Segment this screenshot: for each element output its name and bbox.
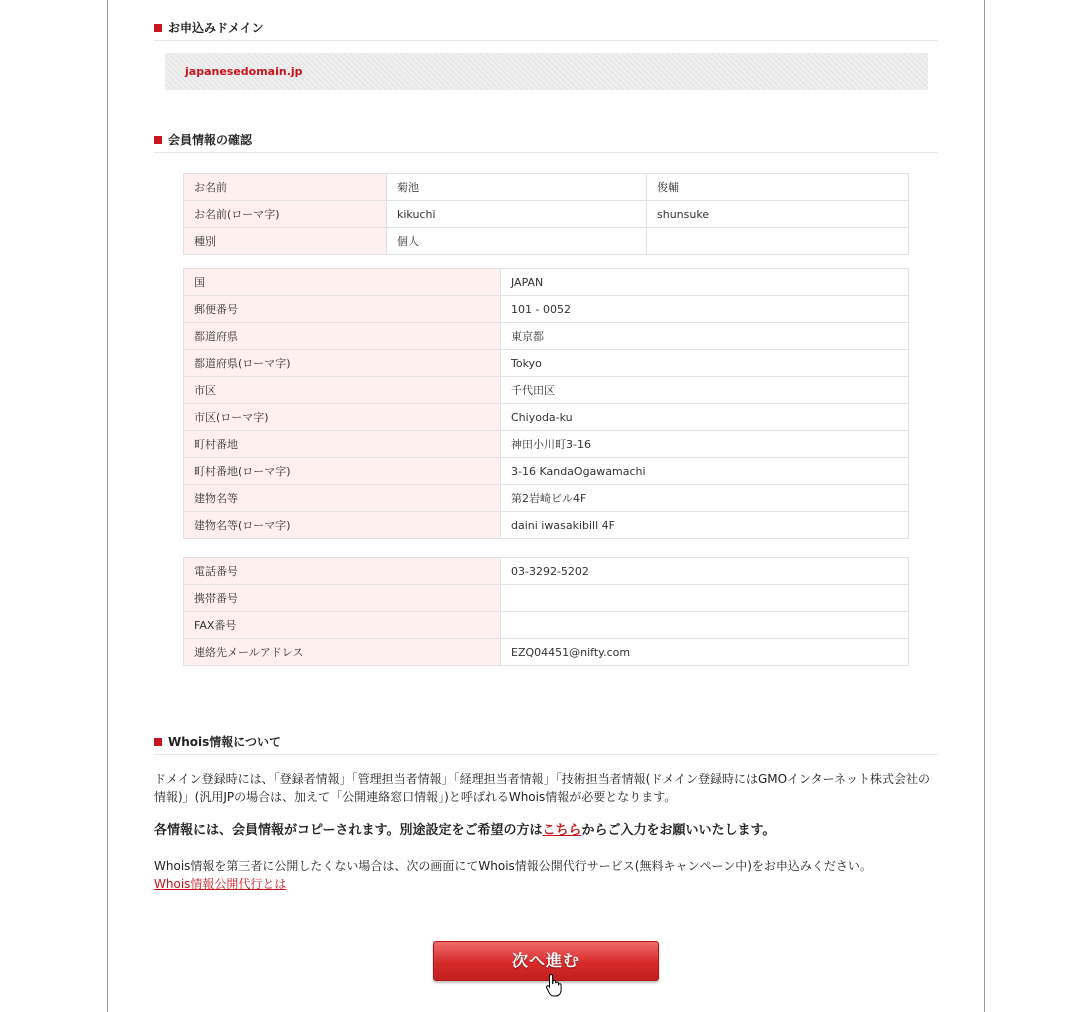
table-row [184, 404, 909, 431]
table-row [184, 323, 909, 350]
table-row [184, 512, 909, 539]
row-value [501, 612, 909, 639]
table-row [184, 228, 909, 255]
domain-box [165, 53, 928, 90]
row-label: 都道府県 [184, 323, 501, 350]
row-value: JAPAN [501, 269, 909, 296]
row-label: お名前 [184, 174, 387, 201]
row-value: kikuchi [387, 201, 647, 228]
row-label: 都道府県(ローマ字) [184, 350, 501, 377]
red-square-icon [154, 136, 162, 144]
row-label: 市区(ローマ字) [184, 404, 501, 431]
row-value [647, 228, 909, 255]
row-value: 個人 [387, 228, 647, 255]
row-value: 神田小川町3-16 [501, 431, 909, 458]
table-row [184, 639, 909, 666]
next-button[interactable]: 次へ進む [433, 941, 659, 981]
row-value: daini iwasakibill 4F [501, 512, 909, 539]
row-label: 町村番地(ローマ字) [184, 458, 501, 485]
row-value: Chiyoda-ku [501, 404, 909, 431]
table-row [184, 269, 909, 296]
row-label: 建物名等 [184, 485, 501, 512]
domain-section-title: お申込みドメイン [154, 19, 938, 41]
table-row [184, 296, 909, 323]
member-section-title: 会員情報の確認 [154, 131, 938, 153]
contact-table [183, 557, 909, 666]
row-value: 03-3292-5202 [501, 558, 909, 585]
row-value: Tokyo [501, 350, 909, 377]
row-label: 種別 [184, 228, 387, 255]
red-square-icon [154, 24, 162, 32]
red-square-icon [154, 738, 162, 746]
row-label: 郵便番号 [184, 296, 501, 323]
row-value: 3-16 KandaOgawamachi [501, 458, 909, 485]
hand-cursor-icon [545, 973, 563, 997]
row-value: 101 - 0052 [501, 296, 909, 323]
table-row [184, 458, 909, 485]
name-table [183, 173, 909, 255]
table-row [184, 558, 909, 585]
row-value: 東京都 [501, 323, 909, 350]
row-value: shunsuke [647, 201, 909, 228]
table-row [184, 485, 909, 512]
kochira-link[interactable]: こちら [542, 823, 582, 838]
row-label: FAX番号 [184, 612, 501, 639]
whois-copy-notice: 各情報には、会員情報がコピーされます。別途設定をご希望の方はこちらからご入力をお願いいたします。 [154, 823, 776, 838]
table-row [184, 201, 909, 228]
row-label: 携帯番号 [184, 585, 501, 612]
domain-name: japanesedomain.jp [185, 65, 303, 78]
table-row [184, 612, 909, 639]
whois-section-title: Whois情報について [154, 733, 938, 755]
row-label: 町村番地 [184, 431, 501, 458]
table-row [184, 350, 909, 377]
row-value: 俊輔 [647, 174, 909, 201]
whois-description: ドメイン登録時には、「登録者情報」「管理担当者情報」「経理担当者情報」「技術担当者情報(ドメイン登録時にはGMOインターネット株式会社の 情報)」(汎用JPの場合は、加えて「公開連絡窓口情報」)と呼ばれるWhois情報が必要となります。 [154, 772, 930, 804]
whois-privacy-notice: Whois情報を第三者に公開したくない場合は、次の画面にてWhois情報公開代行サービス(無料キャンペーン中)をお申込みください。 [154, 859, 872, 873]
table-row [184, 585, 909, 612]
row-label: 連絡先メールアドレス [184, 639, 501, 666]
row-value: EZQ04451@nifty.com [501, 639, 909, 666]
table-row [184, 174, 909, 201]
row-value: 菊池 [387, 174, 647, 201]
row-label: 建物名等(ローマ字) [184, 512, 501, 539]
row-value [501, 585, 909, 612]
whois-proxy-link[interactable]: Whois情報公開代行とは [154, 877, 287, 891]
row-value: 千代田区 [501, 377, 909, 404]
table-row [184, 377, 909, 404]
row-value: 第2岩崎ビル4F [501, 485, 909, 512]
table-row [184, 431, 909, 458]
row-label: 電話番号 [184, 558, 501, 585]
row-label: 市区 [184, 377, 501, 404]
address-table [183, 268, 909, 539]
row-label: 国 [184, 269, 501, 296]
row-label: お名前(ローマ字) [184, 201, 387, 228]
